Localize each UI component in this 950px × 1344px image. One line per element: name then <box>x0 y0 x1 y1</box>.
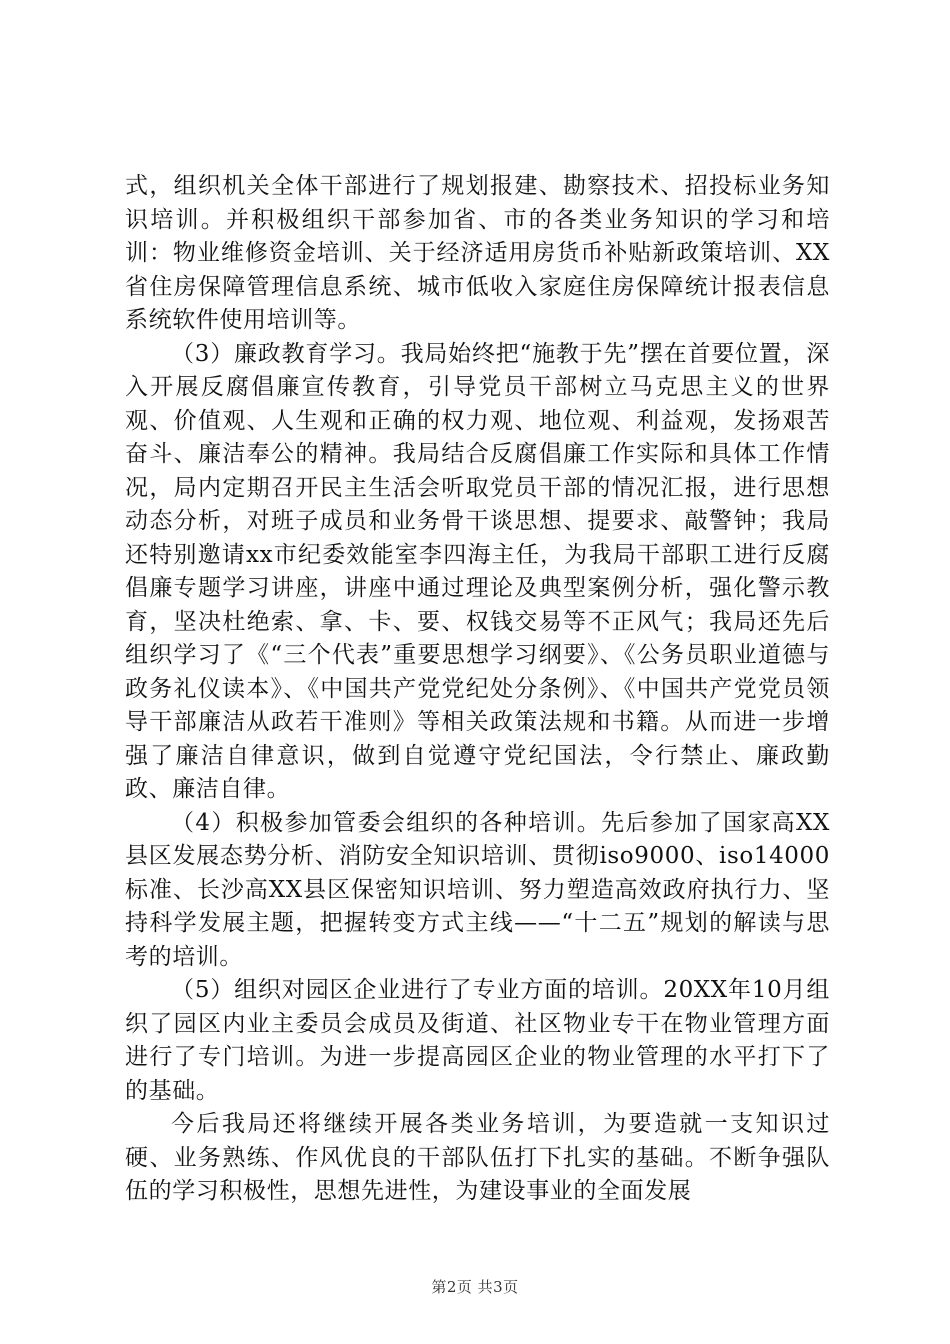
page-number-footer: 第2页 共3页 <box>431 1278 519 1296</box>
paragraph-continued: 式，组织机关全体干部进行了规划报建、勘察技术、招投标业务知识培训。并积极组织干部参加省、市的各类业务知识的学习和培训：物业维修资金培训、关于经济适用房货币补贴新政策培训、XX省住房保障管理信息系统、城市低收入家庭住房保障统计报表信息系统软件使用培训等。 <box>125 173 830 333</box>
document-body <box>125 170 830 1209</box>
paragraph-enterprise-training: （5）组织对园区企业进行了专业方面的培训。20XX年10月组织了园区内业主委员会成员及街道、社区物业专干在物业管理方面进行了专门培训。为进一步提高园区企业的物业管理的水平打下了的基础。 <box>125 977 830 1104</box>
paragraph-anti-corruption-education: （3）廉政教育学习。我局始终把“施教于先”摆在首要位置，深入开展反腐倡廉宣传教育，引导党员干部树立马克思主义的世界观、价值观、人生观和正确的权力观、地位观、利益观，发扬艰苦奋斗、廉洁奉公的精神。我局结合反腐倡廉工作实际和具体工作情况，局内定期召开民主生活会听取党员干部的情况汇报，进行思想动态分析，对班子成员和业务骨干谈思想、提要求、敲警钟；我局还特别邀请xx市纪委效能室李四海主任，为我局干部职工进行反腐倡廉专题学习讲座，讲座中通过理论及典型案例分析，强化警示教育，坚决杜绝索、拿、卡、要、权钱交易等不正风气；我局还先后组织学习了《“三个代表”重要思想学习纲要》、《公务员职业道德与政务礼仪读本》、《中国共产党党纪处分条例》、《中国共产党党员领导干部廉洁从政若干准则》等相关政策法规和书籍。从而进一步增强了廉洁自律意识，做到自觉遵守党纪国法，令行禁止、廉政勤政、廉洁自律。 <box>125 340 830 802</box>
paragraph-future-plans: 今后我局还将继续开展各类业务培训，为要造就一支知识过硬、业务熟练、作风优良的干部队伍打下扎实的基础。不断争强队伍的学习积极性，思想先进性，为建设事业的全面发展 <box>125 1111 830 1204</box>
paragraph-committee-training: （4）积极参加管委会组织的各种培训。先后参加了国家高XX县区发展态势分析、消防安全知识培训、贯彻iso9000、iso14000标准、长沙高XX县区保密知识培训、努力塑造高效政府执行力、坚持科学发展主题，把握转变方式主线——“十二五”规划的解读与思考的培训。 <box>125 809 830 970</box>
